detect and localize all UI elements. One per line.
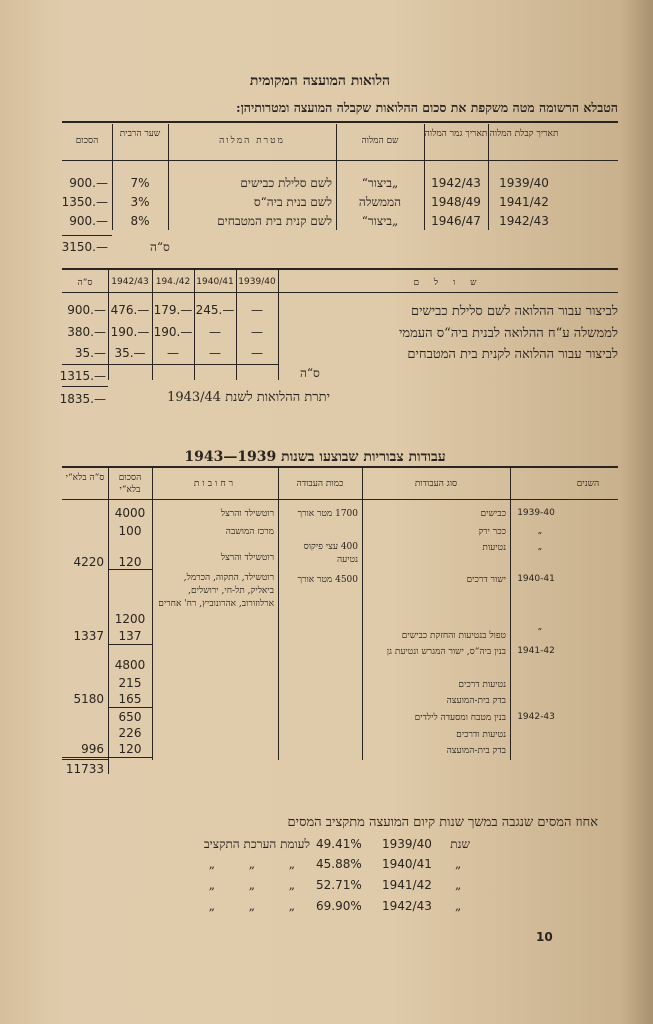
work-type: בדק בית-המועצה	[446, 746, 506, 756]
tax-text: „ „ „	[208, 857, 295, 871]
page-number: 10	[536, 930, 553, 944]
loans-header-purpose: מטרת המלוה	[219, 136, 285, 146]
work-amount: 165	[118, 692, 142, 706]
loans-header-repay: תאריך גמר המלוה	[424, 129, 488, 139]
work-type: כבישים	[480, 509, 506, 519]
work-amount: 120	[118, 742, 142, 756]
paid-total: 900.—	[67, 303, 106, 317]
paid-sum: 1315.—	[59, 369, 106, 383]
rule	[62, 466, 618, 468]
work-qty: 400 עצי פיקוס נטיעה	[303, 542, 358, 565]
work-type: נטיעות דרכים	[458, 680, 506, 690]
work-streets: רוטשילד והרצל	[220, 553, 274, 563]
work-qty: 1700 מטר אורך	[297, 509, 358, 519]
rule	[108, 707, 152, 708]
paid-y3: 190.—	[153, 325, 193, 339]
paid-label: לביצור עבור ההלואה לשם סלילת כבישים	[411, 304, 618, 319]
amount: 1350.—	[61, 195, 108, 209]
paid-header-y1: 1939/40	[238, 277, 276, 287]
loans-header-lender: שם המלוה	[361, 136, 399, 146]
rule	[62, 759, 108, 760]
col-divider	[278, 270, 279, 380]
work-year: „	[537, 542, 543, 552]
rule	[62, 268, 618, 270]
tax-year: 1941/42	[382, 878, 432, 892]
loans-subtitle: הטבלא הרשומה מטה משקפת את סכום ההלואות שקבלה המועצה ומטרותיהן:	[235, 100, 618, 115]
paid-header-y2: 1940/41	[196, 277, 234, 287]
tax-year: 1939/40	[382, 837, 432, 851]
work-type: בנין ביה“ס, ישור המגרש ונטיעת גן	[386, 647, 506, 657]
work-total: 4220	[73, 555, 104, 569]
work-year: „	[537, 622, 543, 632]
rate: 7%	[130, 176, 150, 190]
paid-sum-label: ס“ה	[300, 366, 320, 380]
tax-title: אחוז המסים שנגבה במשך שנות קיום המועצה מתקציב המסים	[287, 815, 598, 830]
loans-total-label: ס“ה	[150, 240, 170, 254]
paid-total: 35.—	[74, 346, 106, 360]
col-divider	[152, 468, 153, 760]
rule	[62, 292, 618, 293]
work-amount: 100	[118, 524, 142, 538]
work-type: בנין מטבח ומסעדה לילדים	[414, 713, 506, 723]
works-header-type: סוג העבודות	[414, 479, 458, 489]
lender: „ביצור“	[361, 176, 399, 190]
work-amount: 650	[118, 710, 142, 724]
amount: 900.—	[69, 214, 108, 228]
works-header-years: השנים	[576, 479, 600, 489]
rule	[62, 160, 618, 161]
work-type: ככר ירק	[478, 527, 506, 537]
work-year: 1940-41	[517, 574, 555, 584]
tax-ditto: „	[455, 899, 462, 913]
receipt-date: 1942/43	[499, 214, 549, 228]
paid-header-y4: 1942/43	[111, 277, 149, 287]
tax-pct: 69.90%	[316, 899, 362, 913]
paid-label: לביצור עבור ההלואה לקנית בית המטבחים	[407, 347, 618, 362]
purpose: לשם קנית בית המטבחים	[217, 214, 332, 228]
rule	[108, 569, 152, 570]
paid-remain-label: יתרת ההלואות לשנת 1943/44	[167, 390, 330, 405]
loans-total: 3150.—	[61, 240, 108, 254]
work-qty: 4500 מטר אורך	[297, 575, 358, 585]
receipt-date: 1941/42	[499, 195, 549, 209]
work-streets: מרכז המושבה	[225, 527, 274, 537]
work-year: „	[537, 526, 543, 536]
works-header-qty: כמות העבודה	[296, 479, 344, 489]
work-total: 996	[81, 742, 104, 756]
loans-header-receipt: תאריך קבלת המלוה	[489, 129, 559, 139]
paid-y3: 179.—	[153, 303, 193, 317]
work-amount: 215	[118, 676, 142, 690]
work-streets: רוטשילד, התקוה, הכרמל, ביאליק, תל-חי, ירושלים, ארלוזורוב, אהרונוביץ, רח' אחרים	[158, 573, 274, 609]
purpose: לשם סלילת כבישים	[240, 176, 332, 190]
tax-text: „ „ „	[208, 878, 295, 892]
works-header-total: ס“ה בלא“י	[65, 473, 105, 483]
purpose: לשם בנית ביה“ס	[253, 195, 332, 209]
tax-ditto: „	[455, 857, 462, 871]
work-year: 1941-42	[517, 646, 555, 656]
tax-text: לעומת הערכת התקציב	[203, 837, 310, 851]
work-total: 5180	[73, 692, 104, 706]
receipt-date: 1939/40	[499, 176, 549, 190]
tax-word-year: שנת	[450, 837, 470, 851]
rule	[62, 757, 152, 758]
works-title: עבודות צבוריות שבוצעו בשנות 1939—1943	[184, 449, 446, 465]
rate: 3%	[130, 195, 150, 209]
loans-header-amount: הסכום	[75, 136, 99, 146]
tax-text: „ „ „	[208, 899, 295, 913]
col-divider	[510, 468, 511, 760]
paid-y2: —	[209, 346, 221, 360]
rate: 8%	[130, 214, 150, 228]
paid-header-total: ס“ה	[77, 278, 93, 288]
paid-y4: 476.—	[110, 303, 150, 317]
works-header-streets: רחובות	[193, 479, 237, 489]
rule	[108, 644, 152, 645]
repay-date: 1942/43	[431, 176, 481, 190]
tax-ditto: „	[455, 878, 462, 892]
paid-y2: 245.—	[195, 303, 235, 317]
work-year: 1942-43	[517, 712, 555, 722]
repay-date: 1946/47	[431, 214, 481, 228]
work-amount: 137	[118, 629, 142, 643]
col-divider	[108, 468, 109, 774]
col-divider	[362, 468, 363, 760]
paid-y1: —	[251, 346, 263, 360]
work-type: נטיעות ודרכים	[456, 730, 506, 740]
rule	[62, 499, 618, 500]
paid-y4: 190.—	[110, 325, 150, 339]
paid-total: 380.—	[67, 325, 106, 339]
repay-date: 1948/49	[431, 195, 481, 209]
lender: הממשלה	[358, 195, 402, 209]
rule	[62, 364, 278, 365]
paid-remain: 1835.—	[59, 392, 106, 406]
tax-pct: 45.88%	[316, 857, 362, 871]
paid-y2: —	[209, 325, 221, 339]
work-amount: 4000	[114, 506, 146, 520]
rule	[62, 121, 618, 123]
work-amount: 4800	[114, 658, 146, 672]
paid-header-y3: 194./42	[155, 277, 191, 287]
work-type: טפול בנטיעות והחזקת כבישים	[401, 631, 506, 641]
work-amount: 226	[118, 726, 142, 740]
work-type: נטיעות	[482, 543, 506, 553]
works-grand-total: 11733	[65, 762, 104, 776]
tax-year: 1942/43	[382, 899, 432, 913]
paid-y1: —	[251, 325, 263, 339]
paid-label: לממשלה ע“ח ההלואה לבנית ביה“ס העממי	[398, 326, 618, 341]
rule	[62, 235, 112, 236]
tax-pct: 52.71%	[316, 878, 362, 892]
paid-y4: 35.—	[114, 346, 146, 360]
loans-header-rate: שער הרבית	[119, 129, 161, 139]
col-divider	[278, 468, 279, 760]
lender: „ביצור“	[361, 214, 399, 228]
paid-y1: —	[251, 303, 263, 317]
work-type: ישור דרכים	[466, 575, 506, 585]
paid-y3: —	[167, 346, 179, 360]
works-header-amount: הסכום בלא“י	[118, 473, 142, 495]
amount: 900.—	[69, 176, 108, 190]
work-year: 1939-40	[517, 508, 555, 518]
work-total: 1337	[73, 629, 104, 643]
tax-year: 1940/41	[382, 857, 432, 871]
work-streets: רוטשילד והרצל	[220, 509, 274, 519]
tax-pct: 49.41%	[316, 837, 362, 851]
paid-header: ש ו ל ם	[413, 278, 483, 288]
rule	[62, 386, 108, 387]
work-amount: 1200	[114, 612, 146, 626]
loans-title: הלואות המועצה המקומית	[249, 73, 391, 89]
work-type: בדק בית-המועצה	[446, 696, 506, 706]
work-amount: 120	[118, 555, 142, 569]
